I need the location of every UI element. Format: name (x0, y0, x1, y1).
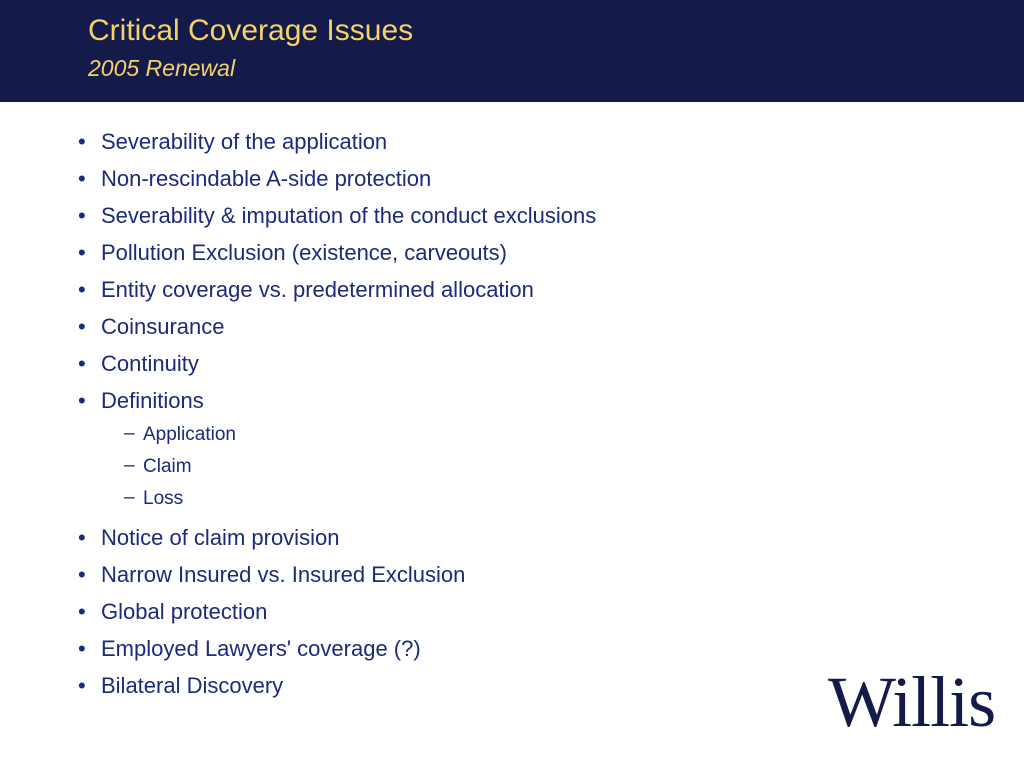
list-item (0, 197, 1024, 234)
list-item-label: Global protection (101, 599, 268, 624)
definitions-sub-list (0, 419, 1024, 515)
list-item (0, 160, 1024, 197)
bullet-icon: • (78, 351, 86, 376)
bullet-icon: • (78, 277, 86, 302)
list-item (0, 593, 1024, 630)
dash-icon: – (124, 455, 135, 476)
sub-list-item-label: Claim (143, 456, 192, 477)
bullet-icon: • (78, 673, 86, 698)
willis-logo: Willis (828, 662, 996, 742)
list-item-label: Bilateral Discovery (101, 673, 284, 698)
sub-list-item (0, 451, 1024, 483)
list-item-label: Notice of claim provision (101, 525, 340, 550)
bullet-list (0, 123, 1024, 704)
bullet-icon: • (78, 240, 86, 265)
list-item (0, 382, 1024, 419)
list-item-label: Employed Lawyers' coverage (?) (101, 636, 421, 661)
slide-header (0, 0, 1024, 102)
list-item-label: Pollution Exclusion (existence, carveouts) (101, 240, 507, 265)
bullet-icon: • (78, 314, 86, 339)
bullet-icon: • (78, 129, 86, 154)
list-item (0, 271, 1024, 308)
list-item-label: Severability & imputation of the conduct exclusions (101, 203, 597, 228)
bullet-icon: • (78, 599, 86, 624)
dash-icon: – (124, 423, 135, 444)
bullet-icon: • (78, 203, 86, 228)
bullet-icon: • (78, 525, 86, 550)
list-item-label: Severability of the application (101, 129, 388, 154)
bullet-icon: • (78, 636, 86, 661)
list-item-label: Continuity (101, 351, 199, 376)
list-item-label: Coinsurance (101, 314, 225, 339)
slide-title: Critical Coverage Issues (88, 14, 414, 47)
slide-subtitle: 2005 Renewal (88, 55, 236, 81)
list-item-label: Narrow Insured vs. Insured Exclusion (101, 562, 466, 587)
list-item (0, 556, 1024, 593)
sub-list-item (0, 419, 1024, 451)
list-item (0, 308, 1024, 345)
dash-icon: – (124, 487, 135, 508)
sub-list-item-label: Application (143, 424, 236, 445)
bullet-icon: • (78, 562, 86, 587)
bullet-icon: • (78, 388, 86, 413)
sub-list-item-label: Loss (143, 488, 184, 509)
list-item-label: Entity coverage vs. predetermined allocation (101, 277, 534, 302)
list-item-label: Non-rescindable A-side protection (101, 166, 432, 191)
bullet-icon: • (78, 166, 86, 191)
list-item (0, 123, 1024, 160)
list-item (0, 234, 1024, 271)
list-item-label: Definitions (101, 388, 204, 413)
list-item (0, 519, 1024, 556)
sub-list-item (0, 483, 1024, 515)
list-item (0, 345, 1024, 382)
